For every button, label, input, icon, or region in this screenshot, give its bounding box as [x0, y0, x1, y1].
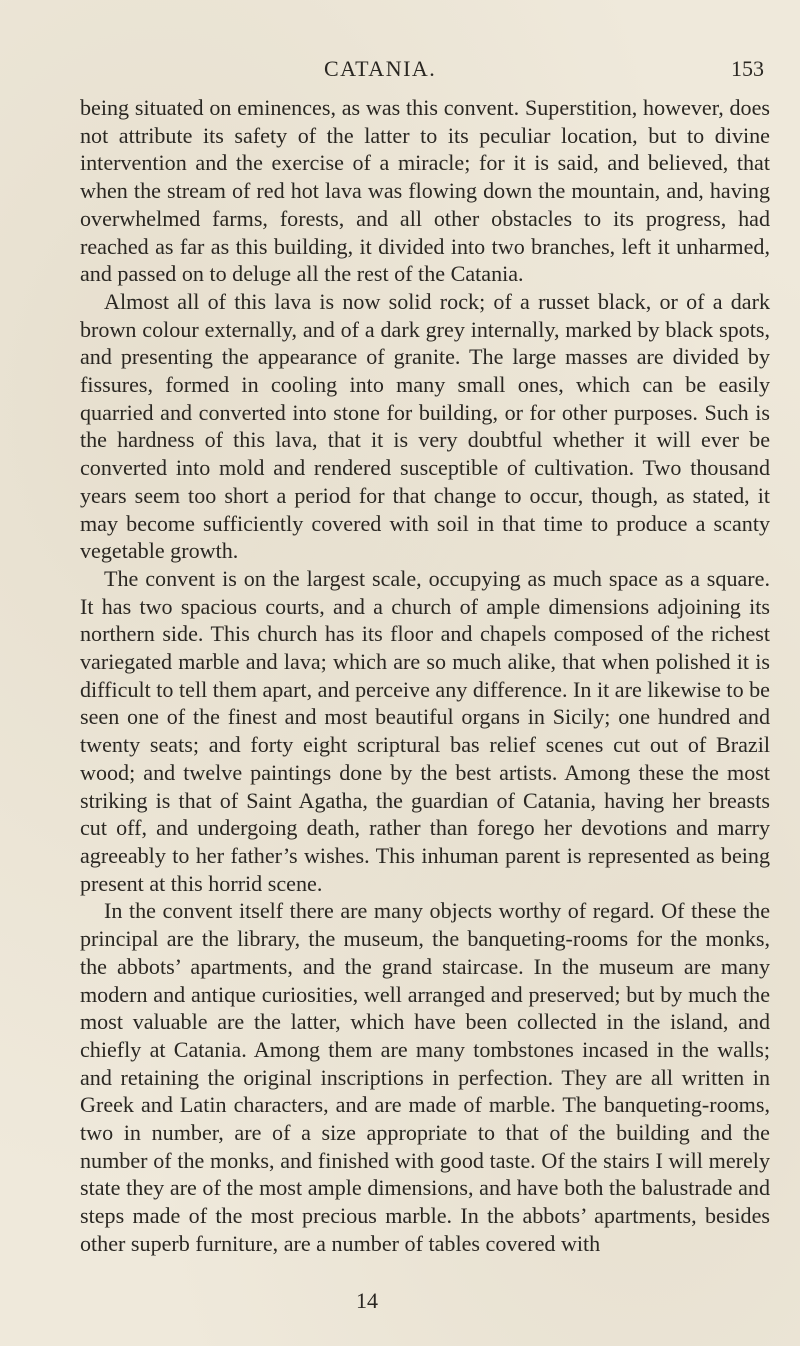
page-header	[80, 56, 764, 92]
paragraph-2: Almost all of this lava is now solid rock; of a russet black, or of a dark brown colour externally, and of a dark grey internally, marked by black spots, and presenting the appearance of granite. The large masses are divided by fissures, formed in cooling into many small ones, which can be easily quarried and converted into stone for building, or for other purposes. Such is the hardness of this lava, that it is very doubtful whether it will ever be converted into mold and rendered susceptible of cultivation. Two thousand years seem too short a period for that change to occur, though, as stated, it may become sufficiently covered with soil in that time to produce a scanty vegetable growth.	[80, 288, 770, 564]
body-text	[80, 94, 770, 1258]
signature-mark: 14	[356, 1288, 378, 1313]
page-number: 153	[731, 56, 764, 81]
paragraph-3: The convent is on the largest scale, occupying as much space as a square. It has two spacious courts, and a church of ample dimensions adjoining its northern side. This church has its floor and chapels composed of the richest variegated marble and lava; which are so much alike, that when polished it is difficult to tell them apart, and perceive any difference. In it are likewise to be seen one of the finest and most beautiful organs in Sicily; one hundred and twenty seats; and forty eight scriptural bas relief scenes cut out of Brazil wood; and twelve paintings done by the best artists. Among these the most striking is that of Saint Agatha, the guardian of Catania, having her breasts cut off, and undergoing death, rather than forego her devotions and marry agreeably to her father’s wishes. This inhuman parent is represented as being present at this horrid scene.	[80, 565, 770, 896]
paragraph-1: being situated on eminences, as was this convent. Superstition, however, does not attribute its safety of the latter to its peculiar location, but to divine intervention and the exercise of a miracle; for it is said, and believed, that when the stream of red hot lava was flowing down the mountain, and, having overwhelmed farms, forests, and all other obstacles to its progress, had reached as far as this building, it divided into two branches, left it unharmed, and passed on to deluge all the rest of the Catania.	[80, 95, 770, 287]
running-head: CATANIA.	[324, 56, 437, 81]
paragraph-4: In the convent itself there are many objects worthy of regard. Of these the principal are the library, the museum, the banqueting-rooms for the monks, the abbots’ apartments, and the grand staircase. In the museum are many modern and antique curiosities, well arranged and preserved; but by much the most valuable are the latter, which have been collected in the island, and chiefly at Catania. Among them are many tombstones incased in the walls; and retaining the original inscriptions in perfection. They are all written in Greek and Latin characters, and are made of marble. The banqueting-rooms, two in number, are of a size appropriate to that of the building and the number of the monks, and finished with good taste. Of the stairs I will merely state they are of the most ample dimensions, and have both the balustrade and steps made of the most precious marble. In the abbots’ apartments, besides other superb furniture, are a number of tables covered with	[80, 898, 770, 1256]
